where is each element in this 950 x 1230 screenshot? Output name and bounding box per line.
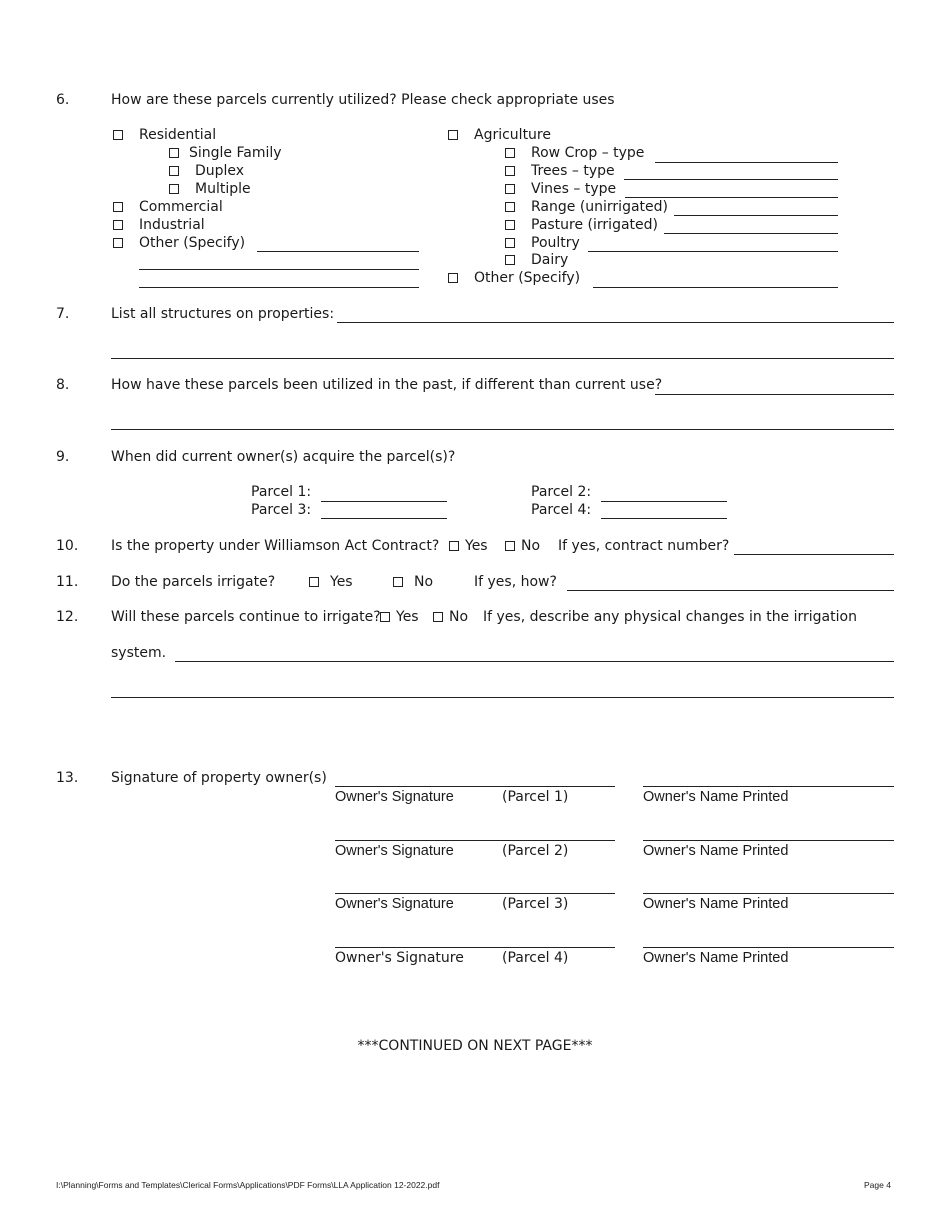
footer-page-number: Page 4	[864, 1180, 891, 1190]
industrial-label: Industrial	[139, 217, 205, 233]
q12-followup: If yes, describe any physical changes in the irrigation	[483, 609, 857, 625]
duplex-label: Duplex	[195, 163, 245, 179]
q9-question: When did current owner(s) acquire the parcel(s)?	[111, 449, 456, 465]
name-printed-label-3: Owner's Name Printed	[643, 896, 789, 912]
parcel-1-tag: (Parcel 1)	[502, 789, 569, 805]
owner-signature-label-4: Owner's Signature	[335, 950, 464, 966]
row-crop-label: Row Crop – type	[531, 145, 645, 161]
q11-number: 11.	[56, 574, 79, 590]
residential-label: Residential	[139, 127, 217, 143]
multiple-label: Multiple	[195, 181, 251, 197]
owner-signature-label-1: Owner's Signature	[335, 789, 454, 805]
q11-no-label: No	[414, 574, 434, 590]
irrigate-how-line[interactable]	[567, 590, 894, 591]
residential-checkbox[interactable]	[113, 130, 123, 140]
q8-line-2[interactable]	[111, 429, 894, 430]
parcel-3-tag: (Parcel 3)	[502, 896, 569, 912]
q11-no-checkbox[interactable]	[393, 577, 403, 587]
range-checkbox[interactable]	[505, 202, 515, 212]
owner-signature-label-2: Owner's Signature	[335, 843, 454, 859]
name-line-parcel-2[interactable]	[643, 840, 894, 841]
q6-question: How are these parcels currently utilized? Please check appropriate uses	[111, 92, 615, 108]
other-right-line[interactable]	[593, 287, 838, 288]
owner-signature-label-3: Owner's Signature	[335, 896, 454, 912]
commercial-checkbox[interactable]	[113, 202, 123, 212]
pasture-line[interactable]	[664, 233, 838, 234]
parcel4-date-line[interactable]	[601, 518, 727, 519]
vines-label: Vines – type	[531, 181, 617, 197]
q10-followup: If yes, contract number?	[558, 538, 730, 554]
q12-no-label: No	[449, 609, 469, 625]
q6-number: 6.	[56, 92, 70, 108]
signature-line-parcel-3[interactable]	[335, 893, 615, 894]
other-left-label: Other (Specify)	[139, 235, 246, 251]
q8-question: How have these parcels been utilized in the past, if different than current use?	[111, 377, 663, 393]
name-printed-label-1: Owner's Name Printed	[643, 789, 789, 805]
duplex-checkbox[interactable]	[169, 166, 179, 176]
parcel3-date-line[interactable]	[321, 518, 447, 519]
dairy-checkbox[interactable]	[505, 255, 515, 265]
q12-continued: system.	[111, 645, 167, 661]
parcel1-label: Parcel 1:	[251, 484, 312, 500]
q11-yes-label: Yes	[330, 574, 353, 590]
range-line[interactable]	[674, 215, 838, 216]
poultry-label: Poultry	[531, 235, 580, 251]
agriculture-label: Agriculture	[474, 127, 551, 143]
row-crop-checkbox[interactable]	[505, 148, 515, 158]
trees-line[interactable]	[624, 179, 838, 180]
name-line-parcel-3[interactable]	[643, 893, 894, 894]
name-line-parcel-4[interactable]	[643, 947, 894, 948]
q10-question: Is the property under Williamson Act Contract?	[111, 538, 440, 554]
q12-yes-checkbox[interactable]	[380, 612, 390, 622]
other-right-checkbox[interactable]	[448, 273, 458, 283]
q10-no-label: No	[521, 538, 541, 554]
signature-line-parcel-2[interactable]	[335, 840, 615, 841]
q12-question: Will these parcels continue to irrigate?	[111, 609, 381, 625]
signature-line-parcel-4[interactable]	[335, 947, 615, 948]
q7-question: List all structures on properties:	[111, 306, 335, 322]
name-printed-label-4: Owner's Name Printed	[643, 950, 789, 966]
trees-checkbox[interactable]	[505, 166, 515, 176]
q12-no-checkbox[interactable]	[433, 612, 443, 622]
other-left-line-2[interactable]	[139, 269, 419, 270]
other-left-line-3[interactable]	[139, 287, 419, 288]
q13-number: 13.	[56, 770, 79, 786]
parcel2-label: Parcel 2:	[531, 484, 592, 500]
pasture-label: Pasture (irrigated)	[531, 217, 658, 233]
q12-line-2[interactable]	[111, 697, 894, 698]
vines-checkbox[interactable]	[505, 184, 515, 194]
other-right-label: Other (Specify)	[474, 270, 581, 286]
q10-no-checkbox[interactable]	[505, 541, 515, 551]
parcel4-label: Parcel 4:	[531, 502, 592, 518]
poultry-line[interactable]	[588, 251, 838, 252]
contract-number-line[interactable]	[734, 554, 894, 555]
range-label: Range (unirrigated)	[531, 199, 668, 215]
continued-notice: ***CONTINUED ON NEXT PAGE***	[357, 1038, 593, 1054]
q10-yes-checkbox[interactable]	[449, 541, 459, 551]
q7-line-1[interactable]	[337, 322, 894, 323]
row-crop-line[interactable]	[655, 162, 838, 163]
q11-followup: If yes, how?	[474, 574, 557, 590]
name-line-parcel-1[interactable]	[643, 786, 894, 787]
footer-file-path: I:\Planning\Forms and Templates\Clerical Forms\Applications\PDF Forms\LLA Application 12-2022.pdf	[56, 1180, 440, 1190]
q13-question: Signature of property owner(s)	[111, 770, 327, 786]
q11-yes-checkbox[interactable]	[309, 577, 319, 587]
q7-line-2[interactable]	[111, 358, 894, 359]
commercial-label: Commercial	[139, 199, 223, 215]
name-printed-label-2: Owner's Name Printed	[643, 843, 789, 859]
q10-yes-label: Yes	[465, 538, 488, 554]
q8-line-1[interactable]	[655, 394, 894, 395]
parcel-4-tag: (Parcel 4)	[502, 950, 569, 966]
trees-label: Trees – type	[531, 163, 615, 179]
other-left-checkbox[interactable]	[113, 238, 123, 248]
q9-number: 9.	[56, 449, 70, 465]
q8-number: 8.	[56, 377, 70, 393]
agriculture-checkbox[interactable]	[448, 130, 458, 140]
q10-number: 10.	[56, 538, 79, 554]
parcel-2-tag: (Parcel 2)	[502, 843, 569, 859]
q12-yes-label: Yes	[396, 609, 419, 625]
parcel1-date-line[interactable]	[321, 501, 447, 502]
q12-number: 12.	[56, 609, 79, 625]
pasture-checkbox[interactable]	[505, 220, 515, 230]
single-family-checkbox[interactable]	[169, 148, 179, 158]
single-family-label: Single Family	[189, 145, 282, 161]
dairy-label: Dairy	[531, 252, 569, 268]
parcel3-label: Parcel 3:	[251, 502, 312, 518]
q7-number: 7.	[56, 306, 70, 322]
poultry-checkbox[interactable]	[505, 238, 515, 248]
parcel2-date-line[interactable]	[601, 501, 727, 502]
signature-line-parcel-1[interactable]	[335, 786, 615, 787]
industrial-checkbox[interactable]	[113, 220, 123, 230]
q11-question: Do the parcels irrigate?	[111, 574, 276, 590]
multiple-checkbox[interactable]	[169, 184, 179, 194]
q12-line-1[interactable]	[175, 661, 894, 662]
other-left-line-1[interactable]	[257, 251, 419, 252]
